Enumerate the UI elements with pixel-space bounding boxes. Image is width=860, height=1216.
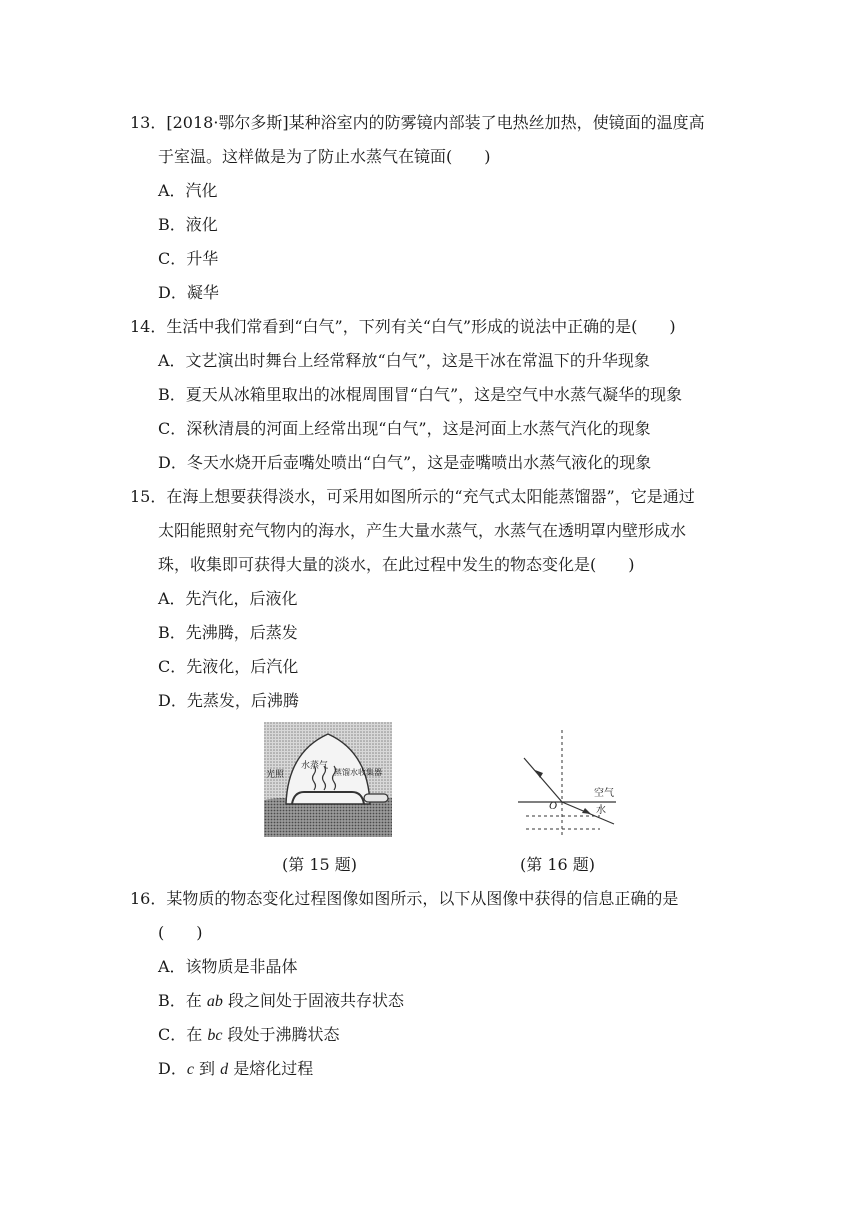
q16-option-d-variable-c: c bbox=[186, 1061, 194, 1078]
q15-option-a: A．先汽化，后液化 bbox=[158, 589, 298, 608]
q16-stem-line2: ( ) bbox=[158, 923, 203, 942]
q13-option-a: A．汽化 bbox=[158, 181, 218, 200]
figure-16-refraction bbox=[518, 728, 618, 840]
q16-option-b bbox=[158, 991, 404, 1012]
q16-option-b-text: 段之间处于固液共存状态 bbox=[222, 991, 404, 1010]
q16-option-c bbox=[158, 1025, 340, 1046]
figure-15-caption: (第 15 题) bbox=[282, 855, 358, 874]
q16-option-d-text: 是熔化过程 bbox=[228, 1059, 314, 1078]
q15-option-c: C．先液化，后汽化 bbox=[158, 657, 299, 676]
q15-stem-line2: 太阳能照射充气物内的海水，产生大量水蒸气，水蒸气在透明罩内壁形成水 bbox=[158, 521, 687, 540]
q16-option-d-mid: 到 bbox=[193, 1059, 221, 1078]
q16-option-d-prefix: D． bbox=[158, 1059, 187, 1078]
q14-option-a: A．文艺演出时舞台上经常释放“白气”，这是干冰在常温下的升华现象 bbox=[158, 351, 650, 370]
q15-option-b: B．先沸腾，后蒸发 bbox=[158, 623, 298, 642]
label-water: 水 bbox=[596, 805, 606, 816]
q14-option-c: C．深秋清晨的河面上经常出现“白气”，这是河面上水蒸气汽化的现象 bbox=[158, 419, 651, 438]
q13-option-d: D．凝华 bbox=[158, 283, 219, 302]
q13-stem-line1: 13．[2018·鄂尔多斯]某种浴室内的防雾镜内部装了电热丝加热，使镜面的温度高 bbox=[130, 113, 705, 132]
q14-option-d: D．冬天水烧开后壶嘴处喷出“白气”，这是壶嘴喷出水蒸气液化的现象 bbox=[158, 453, 652, 472]
q16-option-c-text: 段处于沸腾状态 bbox=[222, 1025, 340, 1044]
q16-option-d bbox=[158, 1059, 313, 1080]
q15-stem-line1: 15．在海上想要获得淡水，可采用如图所示的“充气式太阳能蒸馏器”，它是通过 bbox=[130, 487, 695, 506]
q16-option-c-prefix: C．在 bbox=[158, 1025, 208, 1044]
label-origin-o: O bbox=[549, 800, 557, 812]
q16-option-a: A．该物质是非晶体 bbox=[158, 957, 298, 976]
label-air: 空气 bbox=[594, 788, 614, 799]
q16-option-b-prefix: B．在 bbox=[158, 991, 207, 1010]
q16-option-b-variable: ab bbox=[206, 993, 223, 1010]
q15-option-d: D．先蒸发，后沸腾 bbox=[158, 691, 299, 710]
q14-stem: 14．生活中我们常看到“白气”，下列有关“白气”形成的说法中正确的是( ) bbox=[130, 317, 676, 336]
q13-option-c: C．升华 bbox=[158, 249, 219, 268]
label-collector: 蒸馏水收集器 bbox=[334, 768, 382, 777]
q16-option-c-variable: bc bbox=[207, 1027, 223, 1044]
figure-16-caption: (第 16 题) bbox=[520, 855, 596, 874]
q14-option-b: B．夏天从冰箱里取出的冰棍周围冒“白气”，这是空气中水蒸气凝华的现象 bbox=[158, 385, 683, 404]
q13-option-b: B．液化 bbox=[158, 215, 218, 234]
label-light: 光照 bbox=[266, 770, 285, 780]
q16-stem-line1: 16．某物质的物态变化过程图像如图所示，以下从图像中获得的信息正确的是 bbox=[130, 889, 679, 908]
figure-15-solar-still bbox=[264, 722, 392, 837]
q15-stem-line3: 珠，收集即可获得大量的淡水，在此过程中发生的物态变化是( ) bbox=[158, 555, 635, 574]
label-vapor: 水蒸气 bbox=[301, 761, 329, 771]
q13-stem-line2: 于室温。这样做是为了防止水蒸气在镜面( ) bbox=[158, 147, 491, 166]
q16-option-d-variable-d: d bbox=[220, 1061, 229, 1078]
